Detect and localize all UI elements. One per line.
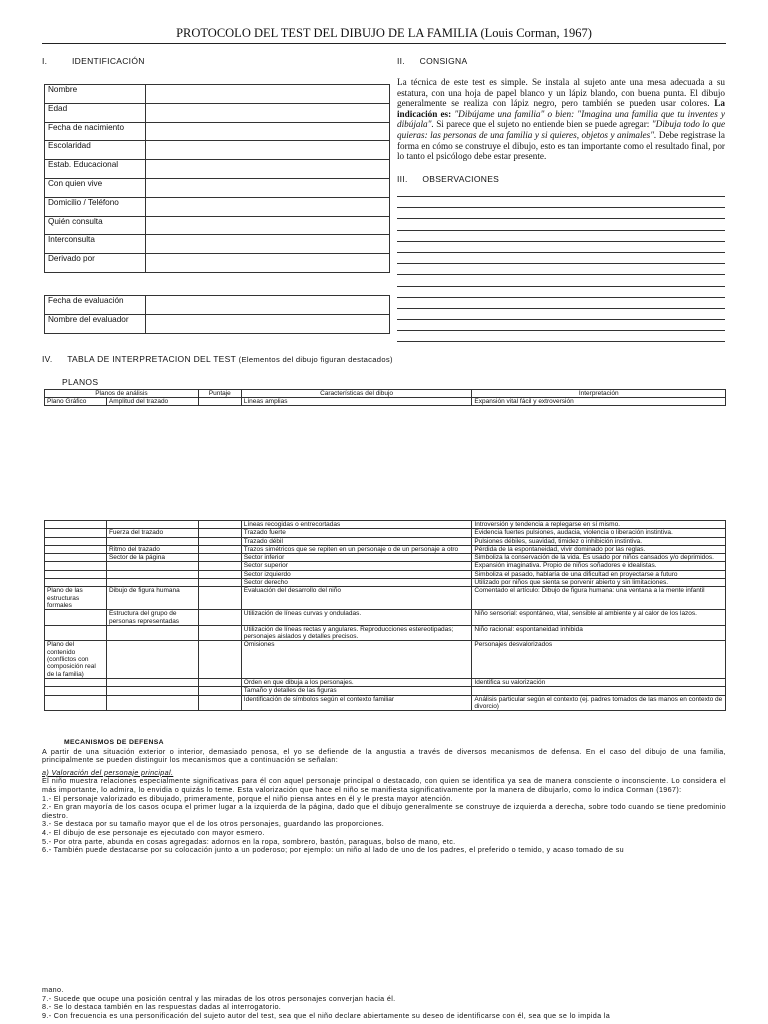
observation-line[interactable]	[397, 309, 725, 320]
page-title: PROTOCOLO DEL TEST DEL DIBUJO DE LA FAMILIA (Louis Corman, 1967)	[176, 26, 592, 40]
table-cell: Pérdida de la espontaneidad, vivir dominado por las reglas.	[472, 545, 726, 553]
identification-label: Derivado por	[45, 254, 146, 273]
identification-row	[45, 103, 390, 122]
table-row	[45, 554, 726, 562]
table-cell	[45, 579, 107, 587]
consigna-p2: Si parece que el sujeto no entiende bien se puede agregar:	[436, 119, 650, 130]
table-cell[interactable]	[198, 587, 241, 610]
section-label: CONSIGNA	[419, 56, 468, 66]
table-cell: Identifica su valorización	[472, 678, 726, 686]
identification-label: Interconsulta	[45, 235, 146, 254]
identification-label: Edad	[45, 103, 146, 122]
observation-line[interactable]	[397, 242, 725, 253]
identification-label: Con quien vive	[45, 178, 146, 197]
identification-row	[45, 216, 390, 235]
mecanismos-item: 6.- También puede destacarse por su colocación junto a un poderoso; por ejemplo: un niño al lado de uno de los padres, el preferido o temido, y acaso tomado de su	[42, 845, 624, 855]
table-cell	[472, 687, 726, 695]
observation-line[interactable]	[397, 231, 725, 242]
table-cell[interactable]	[198, 545, 241, 553]
mecanismos-heading: MECANISMOS DE DEFENSA	[64, 739, 164, 746]
table-cell: Personajes desvalorizados	[472, 641, 726, 678]
identification-label: Estab. Educacional	[45, 160, 146, 179]
consigna-quote2: "Dibuja todo lo que quieras: las personas de una familia y si quieres, objetos y animales".	[397, 119, 726, 140]
mecanismos-item: 2.- En gran mayoría de los casos ocupa el primer lugar a la izquierda de la página, dado que el dibujo generalmente se construye de izquierda a derecha, sobre todo cuando se tiene predominio diestro.	[42, 802, 726, 820]
table-cell	[106, 570, 198, 578]
observation-line[interactable]	[397, 287, 725, 298]
table-row	[45, 521, 726, 529]
observation-line[interactable]	[397, 331, 725, 342]
table-cell	[45, 537, 107, 545]
table-cell	[198, 398, 241, 406]
consigna-p3: Debe registrase la forma en cómo se construye el dibujo, esto es tan importante como el resultado final, por lo tanto el psicólogo debe estar presente.	[397, 129, 726, 162]
table-cell	[106, 625, 198, 641]
section-number: IV.	[42, 354, 53, 364]
table-row	[45, 398, 726, 406]
table-cell: Simboliza el pasado, hablaría de una dificultad en proyectarse a futuro	[472, 570, 726, 578]
table-cell: Líneas amplias	[241, 398, 472, 406]
table-cell: Sector inferior	[241, 554, 472, 562]
table-cell: Expansión imaginativa. Propio de niños soñadores e idealistas.	[472, 562, 726, 570]
planos-heading: PLANOS	[62, 377, 99, 387]
section-number: I.	[42, 56, 48, 66]
identification-row	[45, 178, 390, 197]
identification-value-field[interactable]	[146, 197, 390, 216]
table-cell: Sector derecho	[241, 579, 472, 587]
identification-value-field[interactable]	[146, 235, 390, 254]
observation-line[interactable]	[397, 208, 725, 219]
table-cell[interactable]	[198, 579, 241, 587]
identification-row	[45, 254, 390, 273]
table-cell	[45, 521, 107, 529]
identification-label: Quién consulta	[45, 216, 146, 235]
table-cell[interactable]	[198, 554, 241, 562]
identification-label: Domicilio / Teléfono	[45, 197, 146, 216]
table-cell	[45, 545, 107, 553]
table-cell	[45, 678, 107, 686]
identification-row	[45, 141, 390, 160]
header-puntaje: Puntaje	[198, 390, 241, 398]
table-cell	[106, 537, 198, 545]
mecanismos-item: 3.- Se destaca por su tamaño mayor que el de los otros personajes, guardando las proporciones.	[42, 819, 385, 829]
table-cell	[106, 678, 198, 686]
evaluation-table	[44, 295, 390, 334]
table-row	[45, 695, 726, 711]
table-cell	[45, 562, 107, 570]
table-cell	[106, 579, 198, 587]
header-interpretacion: Interpretación	[472, 390, 726, 398]
table-cell: Plano del contenido (conflictos con composición real de la familia)	[45, 641, 107, 678]
table-cell: Ritmo del trazado	[106, 545, 198, 553]
evaluation-label: Nombre del evaluador	[45, 314, 146, 333]
table-cell[interactable]	[198, 678, 241, 686]
mecanismos-item: 8.- Se lo destaca también en las respuestas dadas al interrogatorio.	[42, 1002, 282, 1012]
table-row	[45, 687, 726, 695]
table-cell: Trazado débil	[241, 537, 472, 545]
table-cell	[106, 562, 198, 570]
observaciones-lines[interactable]	[397, 196, 725, 342]
table-cell: Simboliza la conservación de la vida. Es usado por niños cansados y/o deprimidos.	[472, 554, 726, 562]
table-cell	[106, 641, 198, 678]
observation-line[interactable]	[397, 219, 725, 230]
section-number: III.	[397, 174, 408, 184]
table-cell[interactable]	[198, 687, 241, 695]
table-cell: Expansión vital fácil y extroversión	[472, 398, 726, 406]
interpretation-table-body	[44, 520, 726, 711]
mecanismos-continuation	[42, 986, 726, 1020]
table-cell: Trazos simétricos que se repiten en un personaje o de un personaje a otro	[241, 545, 472, 553]
table-row	[45, 537, 726, 545]
identification-value-field[interactable]	[146, 103, 390, 122]
title-underline	[42, 43, 726, 44]
table-cell	[106, 695, 198, 711]
mecanismos-item: 1.- El personaje valorizado es dibujado, primeramente, porque el niño piensa antes en él y le presta mayor atención.	[42, 793, 453, 803]
table-cell: Orden en que dibuja a los personajes.	[241, 678, 472, 686]
evaluation-label: Fecha de evaluación	[45, 296, 146, 315]
table-row	[45, 562, 726, 570]
observation-line[interactable]	[397, 298, 725, 309]
table-cell[interactable]	[198, 570, 241, 578]
observation-line[interactable]	[397, 196, 725, 208]
mecanismos-a-text: El niño muestra relaciones especialmente significativas para él con aquel personaje principal o destacado, con quien se identifica ya sea de manera consciente o inconsciente. Lo considera el más importante, lo admira, lo envidia o quizás lo teme. Esta valorización que hace el niño se manifiesta significativamente por la manera de dibujarlo, como lo indica Corman (1967):	[42, 776, 726, 794]
table-cell[interactable]	[198, 625, 241, 641]
header-caracteristicas: Características del dibujo	[241, 390, 472, 398]
table-row	[45, 579, 726, 587]
identification-value-field[interactable]	[146, 85, 390, 104]
section-consigna-heading	[397, 56, 467, 66]
table-cell	[45, 625, 107, 641]
consigna-quote1: "Dibújame una familia" o bien: "Imagina una familia que tu inventes y dibújala".	[397, 108, 725, 130]
section-number: II.	[397, 56, 405, 66]
identification-label: Nombre	[45, 85, 146, 104]
section-identificacion-heading	[42, 56, 145, 66]
identification-value-field[interactable]	[146, 254, 390, 273]
identification-value-field[interactable]	[146, 178, 390, 197]
table-row	[45, 641, 726, 678]
consigna-p1: La técnica de este test es simple. Se instala al sujeto ante una mesa adecuada a su estatura, con una hoja de papel blanco y un lápiz blando, con buena punta. El dibujo generalmente se realiza con lápiz negro, pero también se pueden usar colores.	[397, 77, 725, 109]
table-cell	[106, 521, 198, 529]
interpretation-table-header	[44, 389, 726, 406]
observation-line[interactable]	[397, 253, 725, 264]
table-cell	[45, 687, 107, 695]
table-cell: Identificación de símbolos según el contexto familiar	[241, 695, 472, 711]
table-cell[interactable]	[198, 562, 241, 570]
identification-value-field[interactable]	[146, 160, 390, 179]
evaluation-row	[45, 296, 390, 315]
table-cell: Tamaño y detalles de las figuras	[241, 687, 472, 695]
table-cell[interactable]	[198, 641, 241, 678]
mecanismos-item: 4.- El dibujo de ese personaje es ejecutado con mayor esmero.	[42, 827, 265, 837]
table-row	[45, 678, 726, 686]
header-planos: Planos de análisis	[45, 390, 199, 398]
table-cell: Plano de las estructuras formales	[45, 587, 107, 610]
table-cell: Niño racional: espontaneidad inhibida	[472, 625, 726, 641]
mecanismos-section	[42, 739, 726, 855]
table-cell: Líneas recogidas o entrecortadas	[241, 521, 472, 529]
table-row	[45, 587, 726, 610]
identification-label: Escolaridad	[45, 141, 146, 160]
table-cell[interactable]	[198, 529, 241, 537]
table-row	[45, 545, 726, 553]
identification-value-field[interactable]	[146, 122, 390, 141]
table-cell	[45, 529, 107, 537]
observation-line[interactable]	[397, 320, 725, 331]
identification-value-field[interactable]	[146, 141, 390, 160]
identification-value-field[interactable]	[146, 216, 390, 235]
identification-row	[45, 122, 390, 141]
table-cell: Trazado fuerte	[241, 529, 472, 537]
table-cell: Omisiones	[241, 641, 472, 678]
table-cell: Sector de la página	[106, 554, 198, 562]
table-cell: Introversión y tendencia a replegarse en sí mismo.	[472, 521, 726, 529]
table-cell: Plano Gráfico	[45, 398, 107, 406]
section-label: TABLA DE INTERPRETACION DEL TEST	[67, 354, 236, 364]
section-label: OBSERVACIONES	[422, 174, 500, 184]
table-cell: Fuerza del trazado	[106, 529, 198, 537]
table-cell	[45, 554, 107, 562]
table-cell: Utilización de líneas curvas y onduladas.	[241, 610, 472, 626]
table-row	[45, 610, 726, 626]
identification-row	[45, 160, 390, 179]
evaluation-value-field[interactable]	[146, 296, 390, 315]
table-cell	[45, 570, 107, 578]
table-cell: Evaluación del desarrollo del niño	[241, 587, 472, 610]
mecanismos-intro: A partir de una situación exterior o interior, demasiado penosa, el yo se defiende de la angustia a través de diversos mecanismos de defensa. En el caso del dibujo de una familia, principalmente se pueden distinguir los mecanismos que a continuación se señalan:	[42, 746, 726, 765]
identification-row	[45, 85, 390, 104]
mecanismos-sub-a: a) Valoración del personaje principal.	[42, 767, 174, 777]
table-cell: Utilización de líneas rectas y angulares. Reproducciones estereotipadas; personajes aislados y detalles precisos.	[241, 625, 472, 641]
table-cell	[45, 695, 107, 711]
section-observaciones-heading	[397, 174, 499, 184]
table-cell: Sector izquierdo	[241, 570, 472, 578]
section-note: (Elementos del dibujo figuran destacados)	[238, 355, 393, 364]
table-cell: Niño sensorial: espontáneo, vital, sensible al ambiente y al calor de los lazos.	[472, 610, 726, 626]
section-tabla-heading	[42, 354, 393, 364]
evaluation-value-field[interactable]	[146, 314, 390, 333]
mecanismos-item: 7.- Sucede que ocupe una posición central y las miradas de los otros personajes converjan hacia él.	[42, 993, 396, 1003]
mecanismos-item: 9.- Con frecuencia es una personificación del sujeto autor del test, sea que el niño declare abiertamente su deseo de identificarse con él, sea que se lo impida la	[42, 1010, 611, 1020]
table-cell: Amplitud del trazado	[106, 398, 198, 406]
table-cell: Evidencia fuertes pulsiones, audacia, violencia o liberación instintiva.	[472, 529, 726, 537]
table-row	[45, 570, 726, 578]
identification-table	[44, 84, 390, 273]
consigna-bold: La indicación es:	[397, 98, 726, 119]
consigna-text	[397, 77, 725, 162]
table-cell: Utilizado por niños que sienta se porvenir abierto y sin limitaciones.	[472, 579, 726, 587]
table-cell: Estructura del grupo de personas representadas	[106, 610, 198, 626]
section-label: IDENTIFICACIÓN	[72, 56, 145, 66]
observation-line[interactable]	[397, 264, 725, 275]
table-cell: Pulsiones débiles, suavidad, timidez o inhibición instintiva.	[472, 537, 726, 545]
table-cell[interactable]	[198, 695, 241, 711]
table-cell[interactable]	[198, 521, 241, 529]
table-cell[interactable]	[198, 537, 241, 545]
table-cell: Comentado el artículo: Dibujo de figura humana: una ventana a la mente infantil	[472, 587, 726, 610]
table-cell: Sector superior	[241, 562, 472, 570]
table-cell[interactable]	[198, 610, 241, 626]
table-cell: Análisis particular según el contexto (ej. padres tomados de las manos en contexto de divorcio)	[472, 695, 726, 711]
table-cell: Dibujo de figura humana	[106, 587, 198, 610]
table-cell	[106, 687, 198, 695]
evaluation-row	[45, 314, 390, 333]
identification-label: Fecha de nacimiento	[45, 122, 146, 141]
table-cell	[45, 610, 107, 626]
identification-row	[45, 197, 390, 216]
identification-row	[45, 235, 390, 254]
table-row	[45, 625, 726, 641]
mecanismos-item: 5.- Por otra parte, abunda en cosas agregadas: adornos en la ropa, sombrero, bastón, paraguas, bolso de mano, etc.	[42, 836, 456, 846]
mecanismos-item: mano.	[42, 985, 64, 994]
observation-line[interactable]	[397, 275, 725, 286]
table-row	[45, 529, 726, 537]
